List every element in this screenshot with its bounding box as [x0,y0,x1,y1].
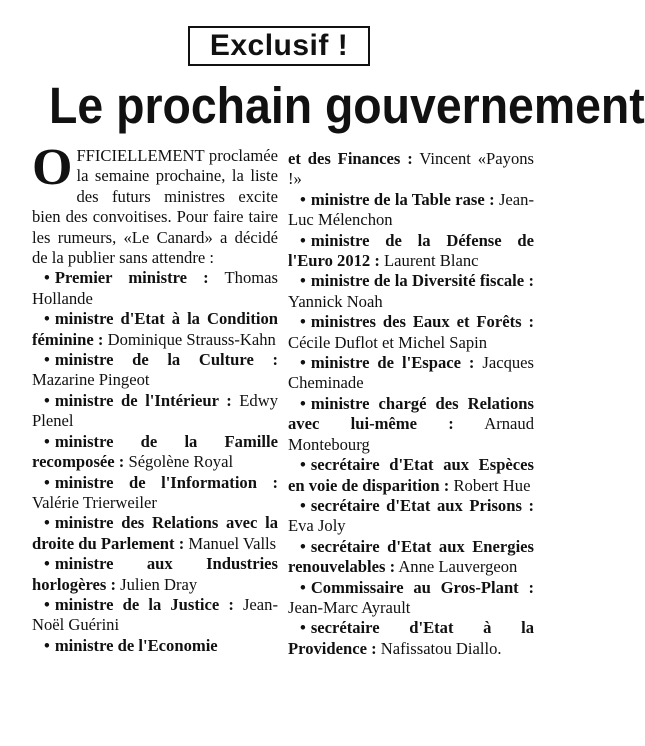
continuation-role: et des Finances : [288,149,413,168]
minister-role: ministre des Relations avec la droite du Parlement : [32,513,278,553]
list-item [32,309,278,350]
minister-name: Julien Dray [116,574,198,594]
right-list [288,190,534,659]
minister-role: ministre de la Justice : [54,594,234,614]
dropcap: O [32,139,73,196]
right-column [288,149,534,659]
list-item [288,618,534,659]
minister-name: Dominique Strauss-Kahn [103,329,276,349]
minister-role: secrétaire d'Etat à la Providence : [288,618,534,658]
minister-name: Ségolène Royal [124,452,234,472]
minister-name: Edwy Plenel [32,390,278,431]
bullet-icon: • [300,353,306,373]
list-item [288,231,534,272]
continuation-name: Vincent «Payons !» [288,149,534,189]
minister-role: Premier ministre : [54,268,209,288]
minister-role: Commissaire au Gros-Plant : [310,577,534,597]
list-item [288,496,534,537]
list-item [288,537,534,578]
bullet-icon: • [44,472,50,492]
bullet-icon: • [300,312,306,332]
list-item [32,554,278,595]
bullet-icon: • [300,536,306,556]
bullet-icon: • [300,618,306,638]
minister-name: Laurent Blanc [379,251,479,271]
minister-role: ministre de l'Economie [54,635,218,655]
list-item [32,350,278,391]
left-list [32,268,278,656]
list-item [288,271,534,312]
bullet-icon: • [300,393,306,413]
bullet-icon: • [44,390,50,410]
minister-role: ministre de l'Information : [54,472,278,492]
list-item [288,394,534,455]
list-item [32,268,278,309]
bullet-icon: • [44,554,50,574]
list-item [32,432,278,473]
list-item [32,473,278,514]
minister-name: Manuel Valls [184,533,277,553]
bullet-icon: • [300,271,306,291]
minister-name: Mazarine Pingeot [32,370,150,390]
list-item [288,190,534,231]
minister-name: Cécile Duflot et Michel Sapin [288,332,488,352]
minister-role: ministre de l'Espace : [310,353,475,373]
bullet-icon: • [44,594,50,614]
minister-name: Jacques Cheminade [288,353,534,393]
bullet-icon: • [44,431,50,451]
minister-name: Arnaud Montebourg [288,414,535,454]
minister-name: Yannick Noah [288,291,383,311]
continuation-line [288,149,534,190]
minister-role: ministre de la Table rase : [310,189,495,209]
list-item [32,513,278,554]
list-item [288,312,534,353]
bullet-icon: • [44,635,50,655]
bullet-icon: • [300,230,306,250]
bullet-icon: • [300,495,306,515]
list-item [32,391,278,432]
bullet-icon: • [300,189,306,209]
minister-name: Jean-Marc Ayrault [288,597,411,617]
minister-role: ministre de la Défense de l'Euro 2012 : [288,230,534,271]
list-item [288,353,534,394]
minister-role: secrétaire d'Etat aux Prisons : [310,495,534,515]
bullet-icon: • [300,455,306,475]
minister-role: ministre chargé des Relations avec lui-même : [288,393,534,434]
intro-text: proclamée la semaine prochaine, la liste des futurs ministres excite bien des convoitises. Pour faire taire les rumeurs, «Le Canard» a décidé de la publier sans attendre : [32,146,278,268]
list-item [288,578,534,619]
bullet-icon: • [300,577,306,597]
bullet-icon: • [44,268,50,288]
list-item [32,636,278,656]
minister-name: Jean-Noël Guérini [32,594,278,635]
minister-role: ministre aux Industries horlogères : [32,554,278,594]
kicker-box: Exclusif ! [188,26,370,66]
minister-name: Thomas Hollande [32,268,278,308]
minister-name: Valérie Trierweiler [32,492,157,512]
minister-name: Jean-Luc Mélenchon [288,189,534,230]
bullet-icon: • [44,513,50,533]
minister-role: ministres des Eaux et Forêts : [310,312,534,332]
minister-name: Anne Lauvergeon [395,557,518,577]
minister-name: Robert Hue [449,475,531,495]
minister-role: secrétaire d'Etat aux Espèces en voie de disparition : [288,455,534,495]
list-item [288,455,534,496]
bullet-icon: • [44,309,50,329]
minister-role: ministre de la Famille recomposée : [32,431,278,472]
minister-role: secrétaire d'Etat aux Energies renouvelables : [288,536,534,577]
minister-role: ministre de la Culture : [54,350,278,370]
headline: Le prochain gouvernement [49,77,645,134]
left-column [32,139,278,656]
intro-paragraph [32,139,278,268]
minister-role: ministre de l'Intérieur : [54,390,232,410]
minister-role: ministre de la Diversité fiscale : [310,271,534,291]
list-item [32,595,278,636]
minister-role: ministre d'Etat à la Condition féminine : [32,309,278,349]
minister-name: Nafissatou Diallo. [376,638,502,658]
bullet-icon: • [44,350,50,370]
minister-name: Eva Joly [288,516,346,536]
intro-caps: FFICIELLEMENT [76,146,205,165]
